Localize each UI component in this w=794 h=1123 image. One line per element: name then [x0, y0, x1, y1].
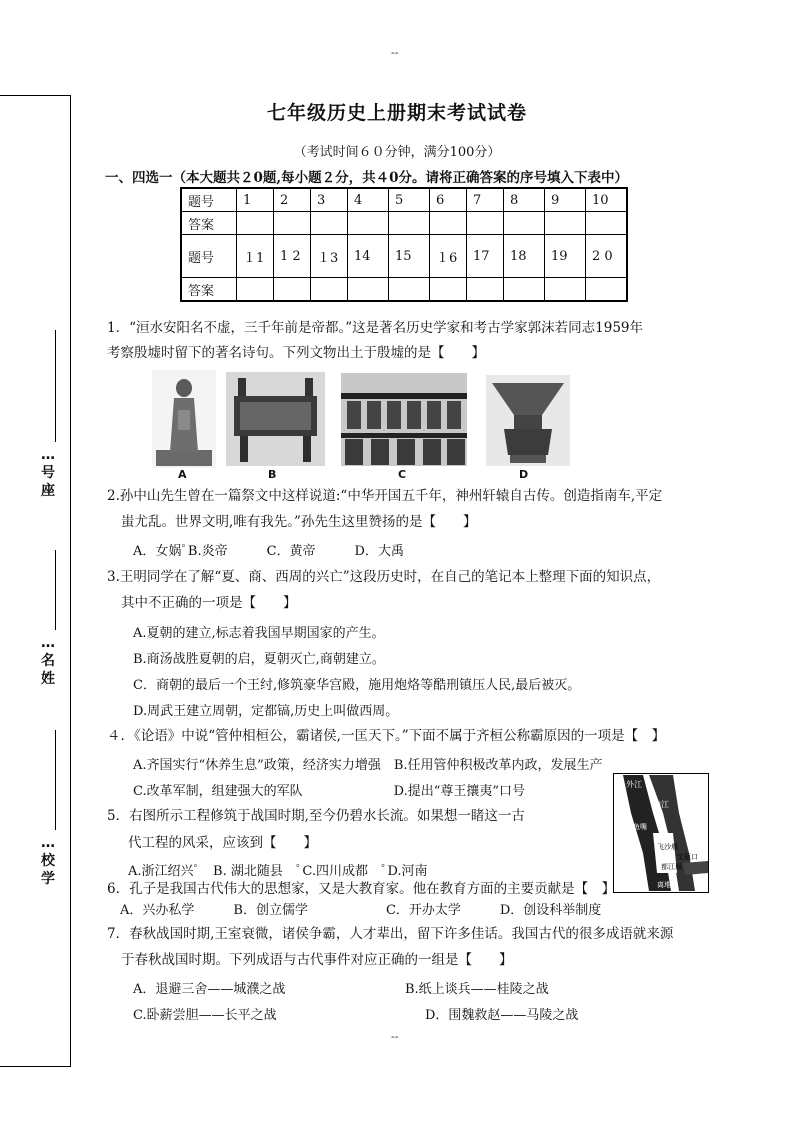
- table-row: [181, 235, 627, 278]
- answer-cell[interactable]: [389, 278, 430, 302]
- table-row: [181, 212, 627, 235]
- q2-line1: 2.孙中山先生曾在一篇祭文中这样说道:“中华开国五千年，神州轩辕自古传。创造指南车,平定: [107, 488, 663, 504]
- school-line: [55, 730, 56, 830]
- table-row: [181, 278, 627, 302]
- figure-label-d: D: [519, 468, 529, 481]
- table-cell: 2 0: [586, 235, 628, 278]
- answer-cell[interactable]: [545, 278, 586, 302]
- table-cell: 19: [545, 235, 586, 278]
- section-heading: 一、四选一（本大题共２0题,每小题２分，共４0分。请将正确答案的序号填入下表中）: [105, 170, 628, 186]
- q4-options-ab: A.齐国实行“休养生息”政策，经济实力增强 B.任用管仲积极改革内政，发展生产: [133, 758, 603, 773]
- q3-option-d: D.周武王建立周朝，定都镐,历史上叫做西周。: [133, 704, 399, 719]
- table-cell: 题号: [181, 235, 237, 278]
- bottom-page-marker: --: [391, 1030, 399, 1043]
- q5-line2: 代工程的风采，应该到【 】: [128, 835, 317, 851]
- map-label-yuzui: 鱼嘴: [633, 823, 647, 831]
- map-label-neijiang: 内江: [653, 800, 669, 809]
- seat-label: …号座: [41, 447, 55, 499]
- answer-cell[interactable]: [274, 278, 311, 302]
- q7-line1: 7．春秋战国时期,王室衰微，诸侯争霸，人才辈出，留下许多佳话。我国古代的很多成语就来源: [107, 926, 674, 942]
- map-label-waijiang: 外江: [626, 780, 642, 789]
- q4-line1: ４．《论语》中说“管仲相桓公，霸诸侯,一匡天下。”下面不属于齐桓公称霸原因的一项是【 】: [107, 728, 666, 744]
- map-label-lidui: 离堆: [657, 881, 671, 889]
- q3-line2: 其中不正确的一项是【 】: [121, 595, 297, 611]
- seat-line: [55, 330, 56, 442]
- answer-cell[interactable]: [504, 278, 545, 302]
- exam-subtitle: （考试时间６０分钟，满分100分）: [293, 145, 501, 160]
- q7-option-a: A．退避三舍——城濮之战: [133, 982, 286, 997]
- map-label-jiang: 江: [679, 786, 687, 795]
- answer-cell[interactable]: [311, 278, 348, 302]
- table-cell: 6: [430, 188, 467, 212]
- binding-margin: [0, 95, 71, 1067]
- answer-cell[interactable]: [237, 212, 274, 235]
- q3-option-c: C．商朝的最后一个王纣,修筑豪华宫殿，施用炮烙等酷刑镇压人民,最后被灭。: [133, 678, 581, 693]
- exam-title: 七年级历史上册期末考试试卷: [266, 102, 527, 124]
- name-label: …名姓: [41, 635, 55, 687]
- q3-option-a: A.夏朝的建立,标志着我国早期国家的产生。: [133, 626, 385, 641]
- table-cell: 14: [348, 235, 389, 278]
- answer-cell[interactable]: [586, 212, 628, 235]
- q6-line1: 6．孔子是我国古代伟大的思想家，又是大教育家。他在教育方面的主要贡献是【 】: [107, 881, 616, 897]
- q2-options: A．女娲ﾟB.炎帝 C．黄帝 D．大禹: [133, 544, 404, 559]
- table-cell: 答案: [181, 212, 237, 235]
- table-cell: 15: [389, 235, 430, 278]
- q1-line2: 考察殷墟时留下的著名诗句。下列文物出土于殷墟的是【 】: [107, 345, 485, 361]
- map-label-feishayan: 飞沙堰: [657, 843, 678, 851]
- dujiangyan-map: [613, 773, 709, 893]
- q3-option-b: B.商汤战胜夏朝的启，夏朝灭亡,商朝建立。: [133, 652, 385, 667]
- table-cell: 1 2: [274, 235, 311, 278]
- q7-line2: 于春秋战国时期。下列成语与古代事件对应正确的一组是【 】: [121, 952, 513, 968]
- q3-line1: 3.王明同学在了解“夏、商、西周的兴亡”这段历史时，在自己的笔记本上整理下面的知识点，: [107, 569, 661, 585]
- answer-cell[interactable]: [586, 278, 628, 302]
- table-cell: 4: [348, 188, 389, 212]
- q7-option-b: B.纸上谈兵——桂陵之战: [405, 982, 549, 997]
- name-line: [55, 550, 56, 630]
- table-cell: １6: [430, 235, 467, 278]
- answer-cell[interactable]: [467, 278, 504, 302]
- school-label: …校学: [41, 835, 55, 887]
- zun-vessel-image: [486, 375, 570, 466]
- answer-cell[interactable]: [467, 212, 504, 235]
- table-cell: 7: [467, 188, 504, 212]
- q7-option-d: D．围魏救赵——马陵之战: [425, 1008, 579, 1023]
- q5-options: A.浙江绍兴ﾟ B. 湖北随县 ﾟC.四川成都 ﾟD.河南: [128, 864, 428, 879]
- answer-cell[interactable]: [545, 212, 586, 235]
- q4-options-cd: C.改革军制，组建强大的军队 D.提出“尊王攘夷”口号: [133, 784, 525, 799]
- q5-line1: 5．右图所示工程修筑于战国时期,至今仍碧水长流。如果想一睹这一古: [107, 808, 525, 824]
- figure-label-b: B: [268, 468, 277, 481]
- q7-option-c: C.卧薪尝胆——长平之战: [133, 1008, 277, 1023]
- answer-cell[interactable]: [430, 212, 467, 235]
- table-cell: 2: [274, 188, 311, 212]
- answer-cell[interactable]: [348, 278, 389, 302]
- table-cell: 18: [504, 235, 545, 278]
- top-page-marker: --: [391, 46, 399, 59]
- statue-image: [152, 370, 216, 468]
- answer-cell[interactable]: [311, 212, 348, 235]
- table-cell: 8: [504, 188, 545, 212]
- q1-line1: 1．“洹水安阳名不虚，三千年前是帝都。”这是著名历史学家和考古学家郭沫若同志1959年: [107, 320, 643, 336]
- figure-label-c: C: [398, 468, 407, 481]
- table-cell: 答案: [181, 278, 237, 302]
- table-cell: 5: [389, 188, 430, 212]
- map-label-baopingkou: 宝瓶口: [677, 853, 698, 861]
- table-cell: 题号: [181, 188, 237, 212]
- table-cell: 10: [586, 188, 628, 212]
- table-cell: 3: [311, 188, 348, 212]
- answer-cell[interactable]: [348, 212, 389, 235]
- table-cell: １3: [311, 235, 348, 278]
- table-cell: １1: [237, 235, 274, 278]
- answer-cell[interactable]: [274, 212, 311, 235]
- chime-bells-image: [341, 373, 467, 466]
- q2-line2: 蚩尤乱。世界文明,唯有我先。”孙先生这里赞扬的是【 】: [121, 514, 477, 530]
- answer-table: [180, 187, 628, 302]
- ding-cauldron-image: [226, 372, 325, 466]
- answer-cell[interactable]: [504, 212, 545, 235]
- table-cell: 17: [467, 235, 504, 278]
- map-label-dujiangyan: 都江堰: [661, 863, 682, 871]
- q6-options: A．兴办私学 B．创立儒学 C．开办太学 D．创设科举制度: [120, 903, 602, 918]
- answer-cell[interactable]: [389, 212, 430, 235]
- figure-label-a: A: [178, 468, 187, 481]
- answer-cell[interactable]: [430, 278, 467, 302]
- table-row: [181, 188, 627, 212]
- table-cell: 1: [237, 188, 274, 212]
- answer-cell[interactable]: [237, 278, 274, 302]
- table-cell: 9: [545, 188, 586, 212]
